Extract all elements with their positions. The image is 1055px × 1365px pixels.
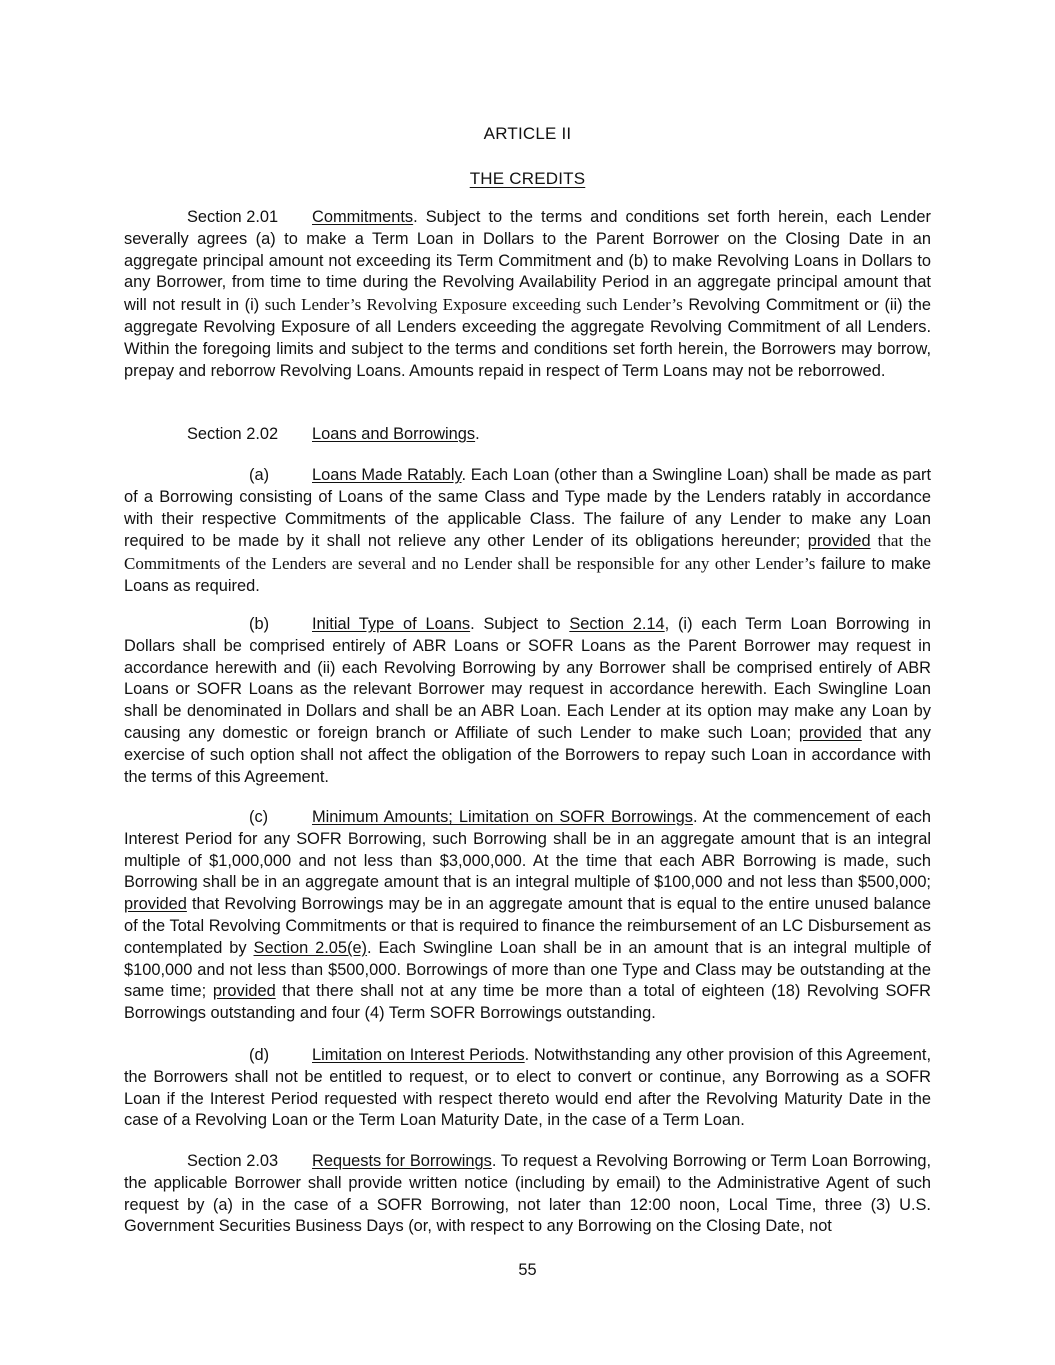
subsection-heading: Minimum Amounts; Limitation on SOFR Borrowings	[312, 808, 693, 826]
provided-term: provided	[807, 532, 871, 551]
section-text: . Subject to the terms and conditions set forth herein, each Lender severally agrees (a) to make a Term Loan in Dollars to the Parent Borrower on the Closing Date in an aggregate principal amount not exceeding its Term Commitment and (b) to make Revolving Loans in Dollars to any Borrower, from time to time during the Revolving Availability Period in an aggregate principal amount that will not result in (i)	[124, 208, 931, 315]
section-reference: Section 2.05(e)	[253, 938, 368, 957]
subsection-text: that any exercise of such option shall not affect the obligation of the Borrowers to repay such Loan in accordance with the terms of this Agreement.	[124, 723, 931, 786]
section-text: Revolving Commitment or (ii) the aggregate Revolving Exposure of all Lenders exceeding the aggregate Revolving Commitment of all Lenders. Within the foregoing limits and subject to the terms and conditions set forth herein, the Borrowers may borrow, prepay and reborrow Revolving Loans. Amounts repaid in respect of Term Loans may not be reborrowed.	[124, 296, 931, 380]
subsection-text: that there shall not at any time be more than a total of eighteen (18) Revolving SOFR Borrowings outstanding and four (4) Term SOFR Borrowings outstanding.	[124, 982, 931, 1023]
subsection-label: (a)	[249, 466, 270, 484]
section-label: Section 2.01	[187, 208, 279, 226]
section-label: Section 2.03	[187, 1152, 279, 1170]
section-text: . To request a Revolving Borrowing or Term Loan Borrowing, the applicable Borrower shall provide written notice (including by email) to the Administrative Agent of such request by (a) in the case of a SOFR Borrowing, not later than 12:00 noon, Local Time, three (3) U.S. Government Securities Business Days (or, with respect to any Borrowing on the Closing Date, not	[124, 1152, 932, 1236]
subsection-a	[124, 465, 931, 598]
subsection-text: , (i) each Term Loan Borrowing in Dollars shall be comprised entirely of ABR Loans or SOFR Loans as the Parent Borrower may request in accordance herewith and (ii) each Revolving Borrowing by any Borrower shall be comprised entirely of ABR Loans or SOFR Loans as the relevant Borrower may request in accordance herewith. Each Swingline Loan shall be denominated in Dollars and shall be an ABR Loan. Each Lender at its option may make any Loan by causing any domestic or foreign branch or Affiliate of such Lender to make such Loan;	[124, 615, 932, 742]
provided-term: provided	[798, 723, 862, 742]
section-heading: Loans and Borrowings	[312, 425, 476, 443]
subsection-c	[124, 807, 931, 1025]
subsection-text: . Notwithstanding any other provision of this Agreement, the Borrowers shall not be entitled to request, or to elect to convert or continue, any Borrowing as a SOFR Loan if the Interest Period requested with respect thereto would end after the Revolving Maturity Date in the case of a Revolving Loan or the Term Loan Maturity Date, in the case of a Term Loan.	[124, 1046, 932, 1130]
section-reference: Section 2.14	[569, 615, 665, 633]
section-2-03	[124, 1151, 931, 1238]
article-number: ARTICLE II	[483, 124, 572, 143]
section-2-01	[124, 207, 931, 382]
subsection-text: . Each Loan (other than a Swingline Loan) shall be made as part of a Borrowing consisting of Loans of the same Class and Type made by the Lenders ratably in accordance with their respective Commitments of the applicable Class. The failure of any Lender to make any Loan required to be made by it shall not relieve any other Lender of its obligations hereunder;	[124, 466, 932, 551]
subsection-text: . Each Swingline Loan shall be in an amount that is an integral multiple of $100,000 and not less than $500,000. Borrowings of more than one Type and Class may be outstanding at the same time;	[124, 938, 931, 1001]
subsection-text: . At the commencement of each Interest Period for any SOFR Borrowing, such Borrowing shall be in an aggregate amount that is an integral multiple of $1,000,000 and not less than $3,000,000. At the time that each ABR Borrowing is made, such Borrowing shall be in an aggregate amount that is an integral multiple of $100,000 and not less than $500,000;	[124, 808, 931, 892]
section-heading: Requests for Borrowings	[312, 1152, 492, 1170]
section-text: .	[475, 425, 480, 443]
subsection-heading: Loans Made Ratably	[312, 466, 462, 484]
section-text-serif: such Lender’s Revolving Exposure exceeding such Lender’s	[264, 295, 683, 315]
subsection-label: (d)	[249, 1046, 270, 1064]
article-title: THE CREDITS	[469, 169, 586, 188]
section-heading: Commitments	[312, 208, 414, 226]
subsection-d	[124, 1045, 931, 1132]
subsection-text: . Subject to	[470, 615, 570, 633]
subsection-heading: Initial Type of Loans	[312, 615, 471, 633]
subsection-text: failure to make Loans as required.	[124, 555, 931, 595]
provided-term: provided	[212, 982, 276, 1001]
subsection-label: (c)	[249, 808, 269, 826]
provided-term: provided	[124, 895, 187, 914]
subsection-text-serif: that the Commitments of the Lenders are several and no Lender shall be responsible for any other Lender’s	[124, 531, 931, 574]
subsection-b	[124, 614, 931, 788]
subsection-label: (b)	[249, 615, 270, 633]
page-number: 55	[518, 1261, 537, 1279]
subsection-heading: Limitation on Interest Periods	[312, 1046, 525, 1064]
section-label: Section 2.02	[187, 425, 279, 443]
subsection-text: that Revolving Borrowings may be in an aggregate amount that is equal to the entire unused balance of the Total Revolving Commitments or that is required to finance the reimbursement of an LC Disbursement as contemplated by	[124, 895, 931, 957]
section-2-02	[124, 424, 931, 446]
